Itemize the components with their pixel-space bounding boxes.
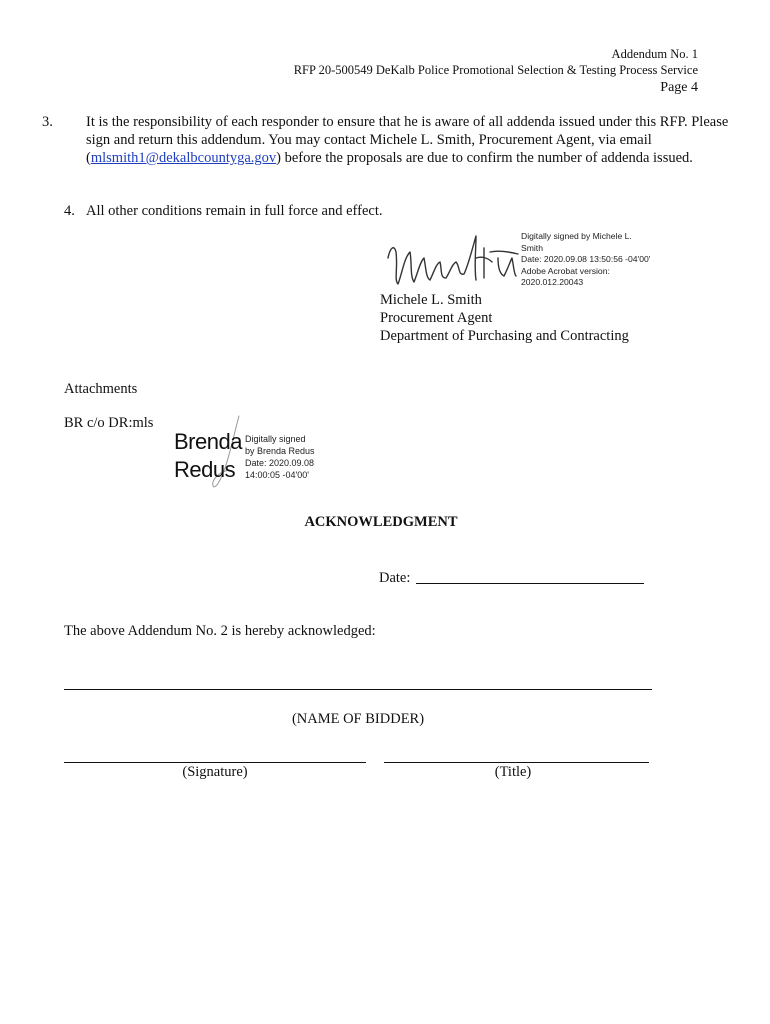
name-of-bidder-label: (NAME OF BIDDER) [291, 711, 425, 727]
item-3-text-after: ) before the proposals are due to confirm the number of addenda issued. [276, 150, 693, 166]
signatory-title: Procurement Agent [380, 310, 493, 326]
item-4-number: 4. [64, 203, 75, 219]
sig2-line: Digitally signed [245, 434, 306, 444]
sig1-line: 2020.012.20043 [521, 277, 584, 287]
title-label: (Title) [494, 764, 532, 780]
digital-signature-1-details [521, 231, 650, 289]
sig2-name-line: Redus [174, 457, 236, 482]
item-4-paragraph [64, 202, 714, 220]
signatory-block [380, 291, 629, 345]
signatory-name: Michele L. Smith [380, 292, 482, 308]
signatory-department: Department of Purchasing and Contracting [380, 328, 629, 344]
email-link[interactable]: mlsmith1@dekalbcountyga.gov [90, 150, 277, 166]
item-4-text: All other conditions remain in full force and effect. [86, 203, 383, 219]
attachments-label: Attachments [64, 381, 138, 397]
header-page-number: Page 4 [660, 80, 698, 95]
item-3-number: 3. [42, 114, 53, 130]
signature-line[interactable] [64, 762, 366, 763]
sig1-line: Date: 2020.09.08 13:50:56 -04'00' [521, 254, 651, 264]
header-addendum: Addendum No. 1 [611, 47, 698, 61]
title-line[interactable] [384, 762, 649, 763]
digital-signature-2-details [245, 433, 315, 481]
acknowledgment-statement: The above Addendum No. 2 is hereby acknowledged: [64, 623, 376, 639]
digital-signature-2-name [174, 428, 242, 484]
sig2-line: by Brenda Redus [245, 446, 315, 456]
header-rfp: RFP 20-500549 DeKalb Police Promotional Selection & Testing Process Service [293, 63, 698, 77]
sig2-line: 14:00:05 -04'00' [245, 470, 309, 480]
signature-image-michele-smith [380, 228, 520, 292]
item-3-paragraph [42, 113, 736, 167]
sig1-line: Digitally signed by Michele L. [521, 231, 632, 241]
bidder-name-line[interactable] [64, 689, 652, 690]
initials-line: BR c/o DR:mls [64, 415, 154, 431]
sig2-name-line: Brenda [174, 429, 242, 454]
sig1-line: Adobe Acrobat version: [521, 265, 610, 276]
signature-label: (Signature) [182, 764, 248, 780]
sig1-line: Smith [521, 242, 543, 253]
sig2-line: Date: 2020.09.08 [245, 458, 315, 468]
date-input-line[interactable] [416, 583, 644, 584]
item-3-text-before: It is the responsibility of each responder to ensure that he is aware of all addenda issued under this RFP. Please sign and return this addendum. You may contact Michele L. Smith, Procurement Agent, via email ( [86, 114, 729, 166]
date-label: Date: [379, 570, 411, 586]
acknowledgment-title: ACKNOWLEDGMENT [304, 514, 458, 530]
